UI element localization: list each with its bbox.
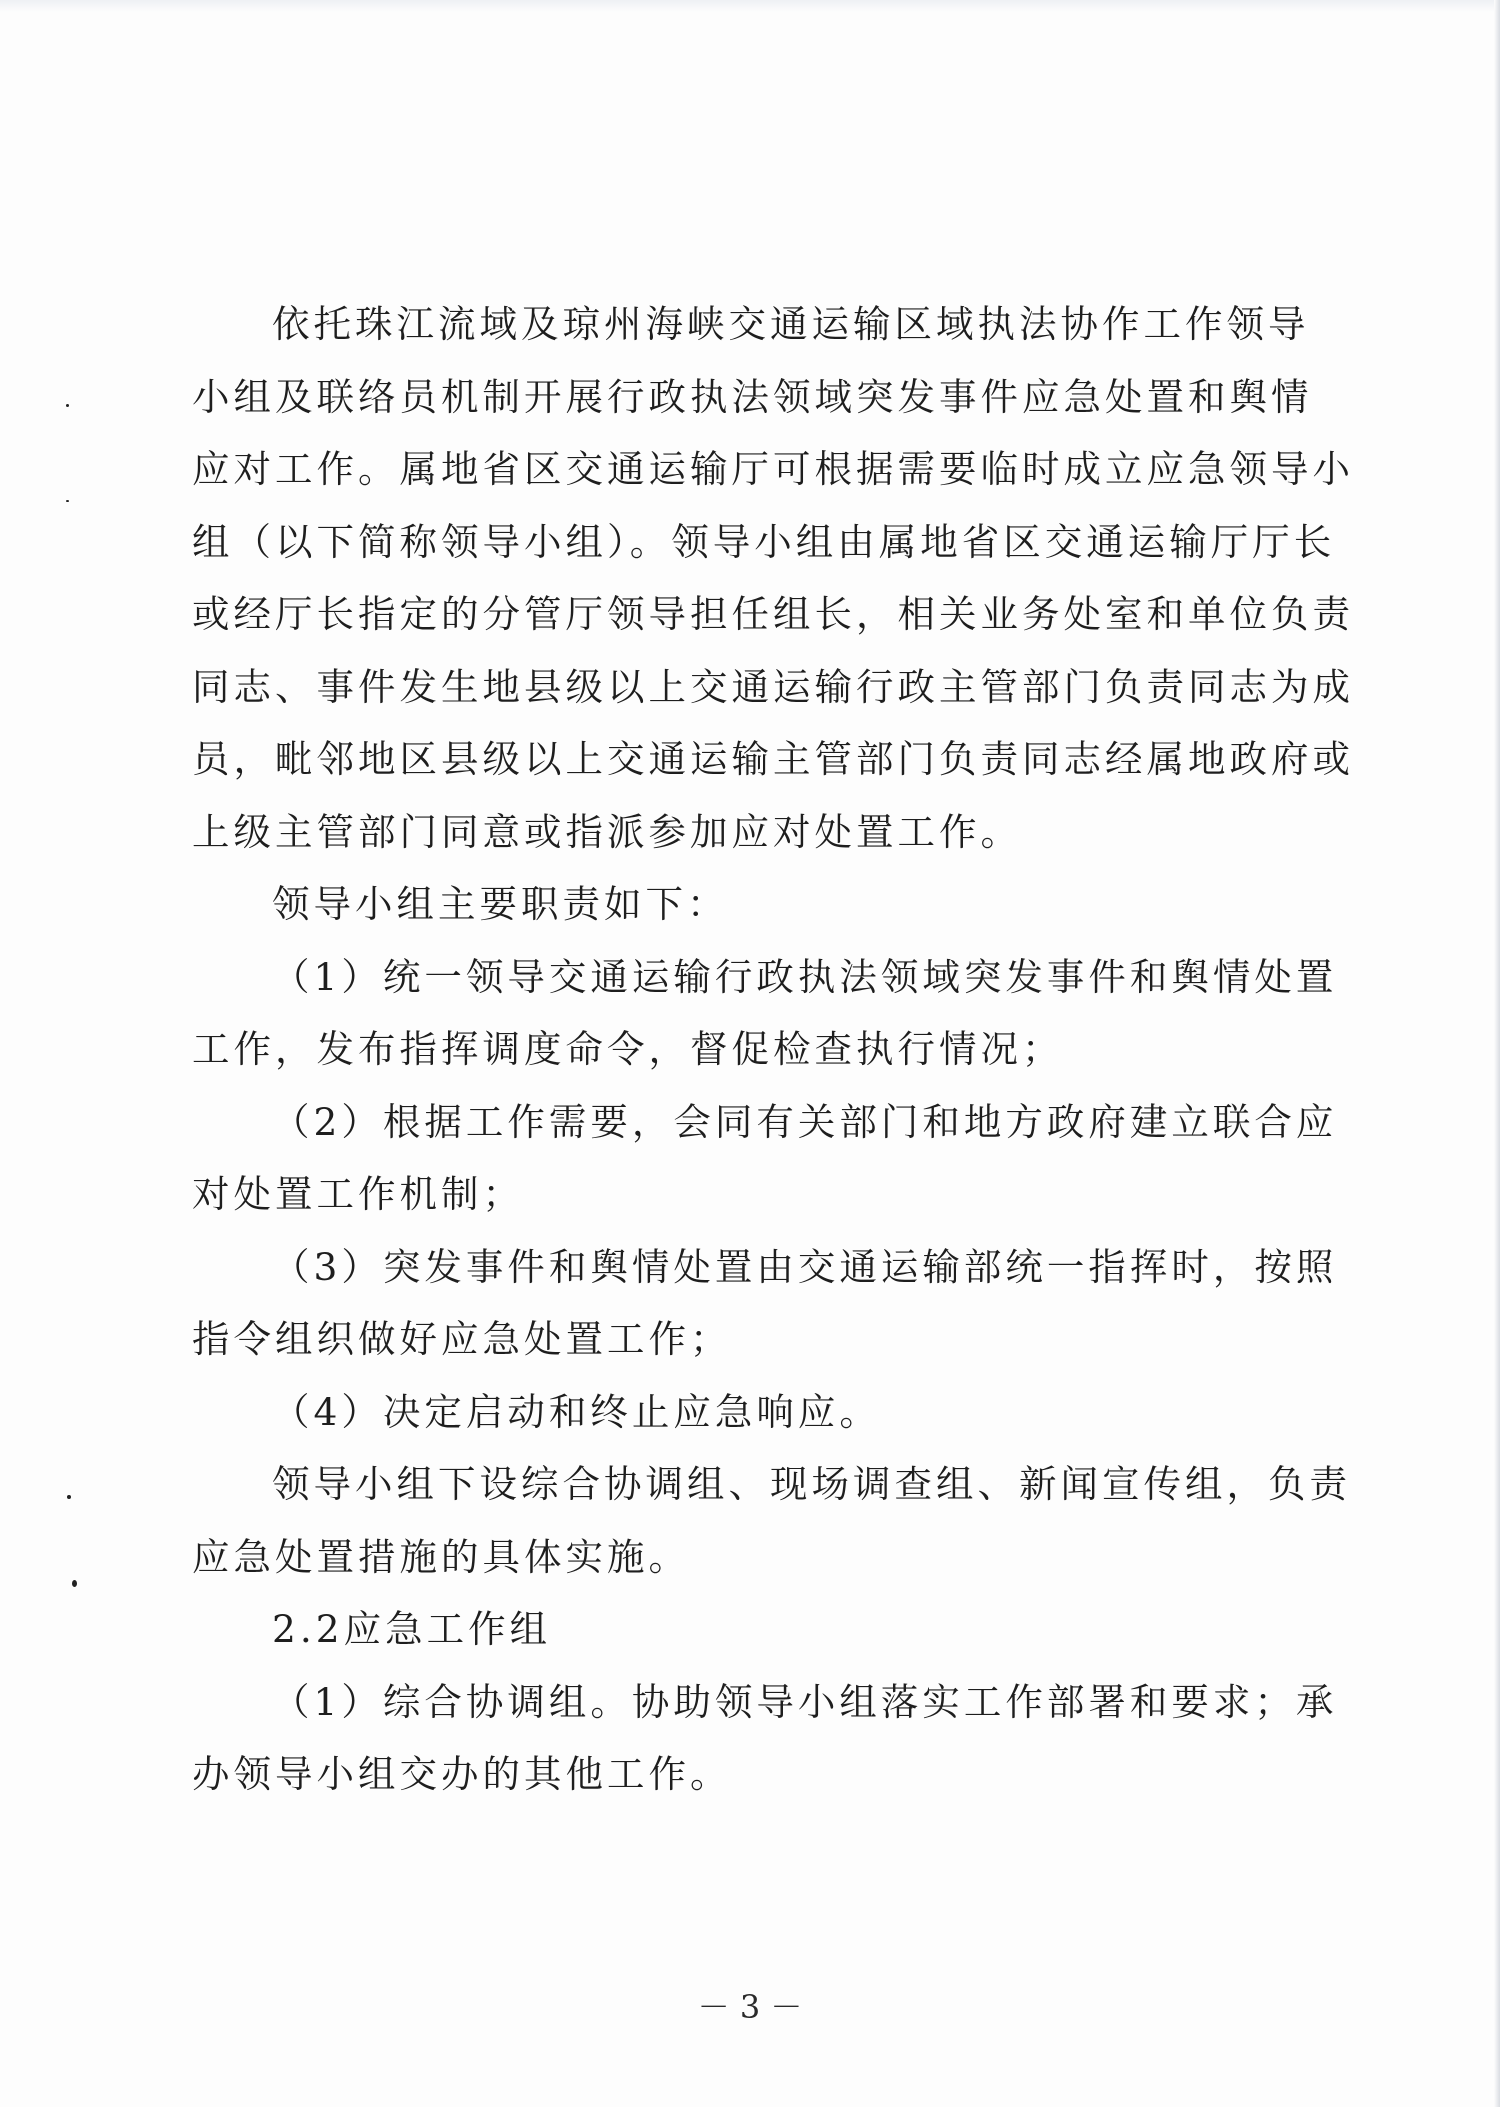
list-item-line: （4）决定启动和终止应急响应。 xyxy=(272,1389,881,1434)
paragraph-line: 小组及联络员机制开展行政执法领域突发事件应急处置和舆情 xyxy=(192,374,1313,419)
list-item-line: 对处置工作机制； xyxy=(192,1172,524,1216)
section-heading: 2.2应急工作组 xyxy=(272,1607,552,1651)
paragraph-line: 组（以下简称领导小组）。领导小组由属地省区交通运输厅厅长 xyxy=(192,519,1336,564)
scan-speck xyxy=(66,404,69,407)
paragraph-line: 应急处置措施的具体实施。 xyxy=(192,1534,690,1579)
list-item-line: （2）根据工作需要，会同有关部门和地方政府建立联合应 xyxy=(272,1099,1338,1144)
scan-right-edge xyxy=(1494,0,1500,2107)
paragraph-line: 领导小组下设综合协调组、现场调查组、新闻宣传组，负责 xyxy=(272,1462,1351,1506)
list-item-line: 指令组织做好应急处置工作； xyxy=(192,1317,732,1361)
list-item-line: 办领导小组交办的其他工作。 xyxy=(192,1752,732,1796)
list-item-line: （3）突发事件和舆情处置由交通运输部统一指挥时，按照 xyxy=(272,1244,1338,1289)
scan-speck xyxy=(66,500,69,502)
scan-speck xyxy=(72,1580,77,1587)
page-number: － 3 － xyxy=(697,1988,803,2026)
paragraph-line: 或经厅长指定的分管厅领导担任组长，相关业务处室和单位负责 xyxy=(192,592,1354,636)
paragraph-line: 领导小组主要职责如下： xyxy=(272,882,729,926)
list-item-line: 工作，发布指挥调度命令，督促检查执行情况； xyxy=(192,1027,1064,1071)
paragraph-line: 上级主管部门同意或指派参加应对处置工作。 xyxy=(192,809,1022,854)
scan-top-edge xyxy=(0,0,1500,12)
paragraph-line: 依托珠江流域及琼州海峡交通运输区域执法协作工作领导 xyxy=(272,302,1310,346)
paragraph-line: 员，毗邻地区县级以上交通运输主管部门负责同志经属地政府或 xyxy=(192,737,1354,781)
document-body xyxy=(192,288,1354,1811)
list-item-line: （1）综合协调组。协助领导小组落实工作部署和要求；承 xyxy=(272,1679,1338,1724)
scan-speck xyxy=(67,1495,71,1499)
list-item-line: （1）统一领导交通运输行政执法领域突发事件和舆情处置 xyxy=(272,954,1338,999)
paragraph-line: 应对工作。属地省区交通运输厅可根据需要临时成立应急领导小 xyxy=(192,447,1354,491)
paragraph-line: 同志、事件发生地县级以上交通运输行政主管部门负责同志为成 xyxy=(192,664,1354,709)
